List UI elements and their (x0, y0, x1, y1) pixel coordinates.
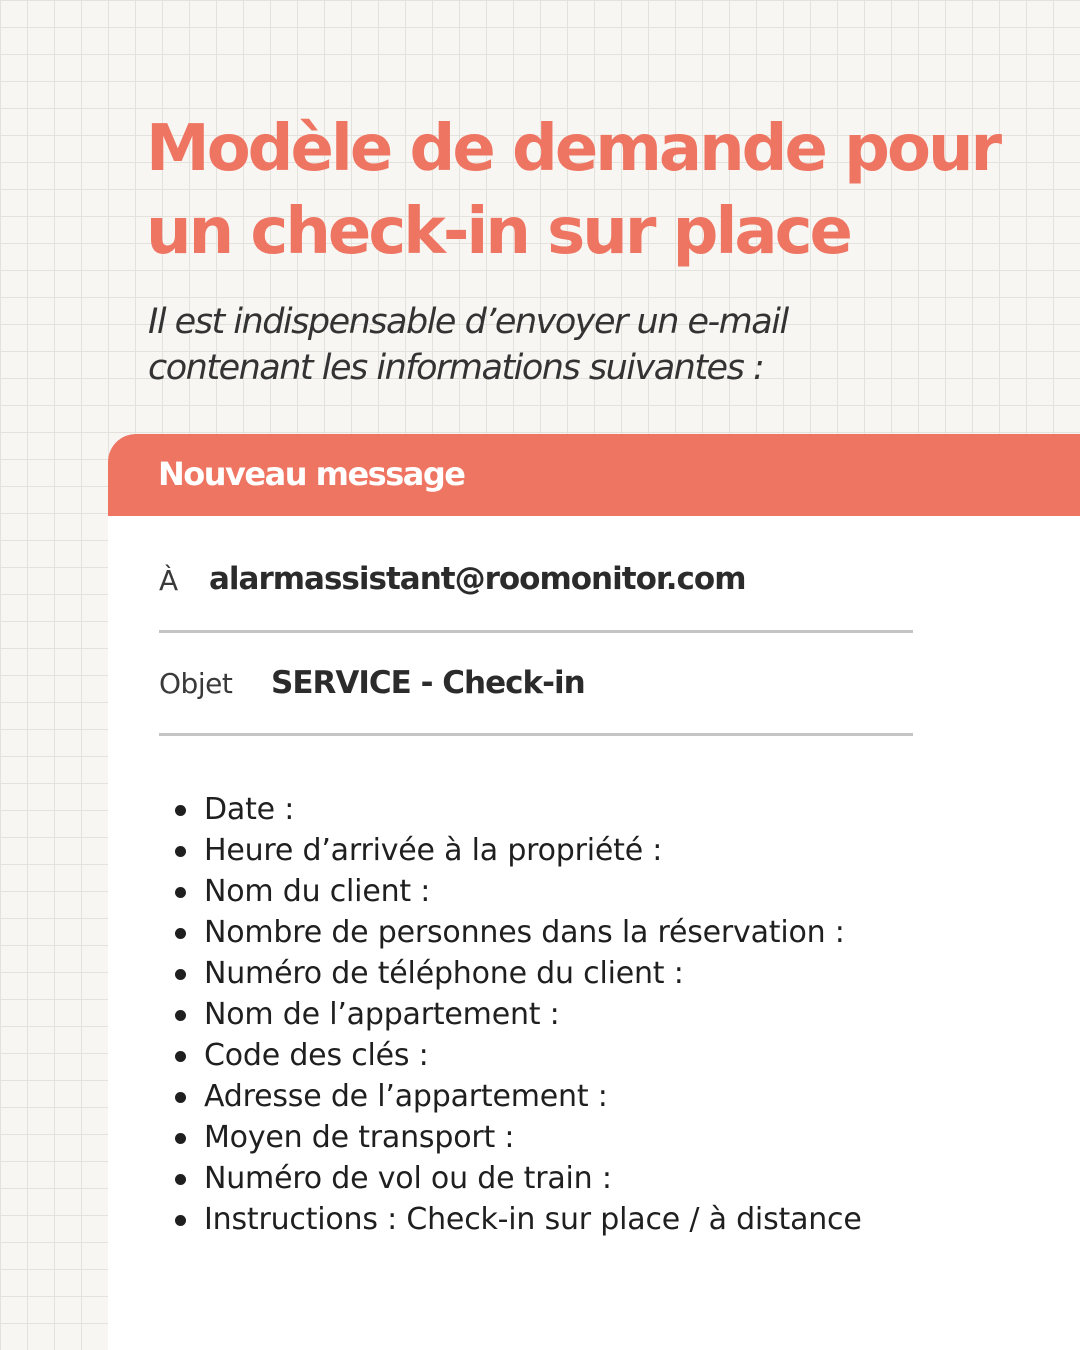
to-label: À (159, 564, 178, 597)
list-item-apartment-address: Adresse de l’appartement : (172, 1076, 862, 1117)
list-item-date: Date : (172, 789, 862, 830)
list-item-client-name: Nom du client : (172, 871, 862, 912)
compose-header (108, 434, 1080, 516)
list-item-flight-train: Numéro de vol ou de train : (172, 1158, 862, 1199)
subject-value[interactable]: SERVICE - Check-in (271, 665, 585, 701)
list-item-apartment-name: Nom de l’appartement : (172, 994, 862, 1035)
page-title-line-2: un check-in sur place (146, 195, 850, 269)
compose-title: Nouveau message (158, 455, 465, 493)
list-item-instructions: Instructions : Check-in sur place / à distance (172, 1199, 862, 1240)
subject-field[interactable] (159, 633, 913, 736)
to-value[interactable]: alarmassistant@roomonitor.com (209, 561, 746, 597)
page-title (146, 108, 1046, 274)
list-item-key-code: Code des clés : (172, 1035, 862, 1076)
page-title-line-1: Modèle de demande pour (146, 112, 1000, 186)
list-item-arrival-time: Heure d’arrivée à la propriété : (172, 830, 862, 871)
list-item-guest-count: Nombre de personnes dans la réservation : (172, 912, 862, 953)
list-item-transport: Moyen de transport : (172, 1117, 862, 1158)
page-subtitle-line-1: Il est indispensable d’envoyer un e-mail (148, 302, 788, 342)
subject-label: Objet (159, 667, 233, 700)
page-subtitle (148, 299, 1008, 391)
page-subtitle-line-2: contenant les informations suivantes : (148, 348, 764, 388)
compose-window (108, 434, 1080, 1350)
message-body-list[interactable] (172, 789, 862, 1240)
to-field[interactable] (159, 530, 913, 633)
list-item-client-phone: Numéro de téléphone du client : (172, 953, 862, 994)
